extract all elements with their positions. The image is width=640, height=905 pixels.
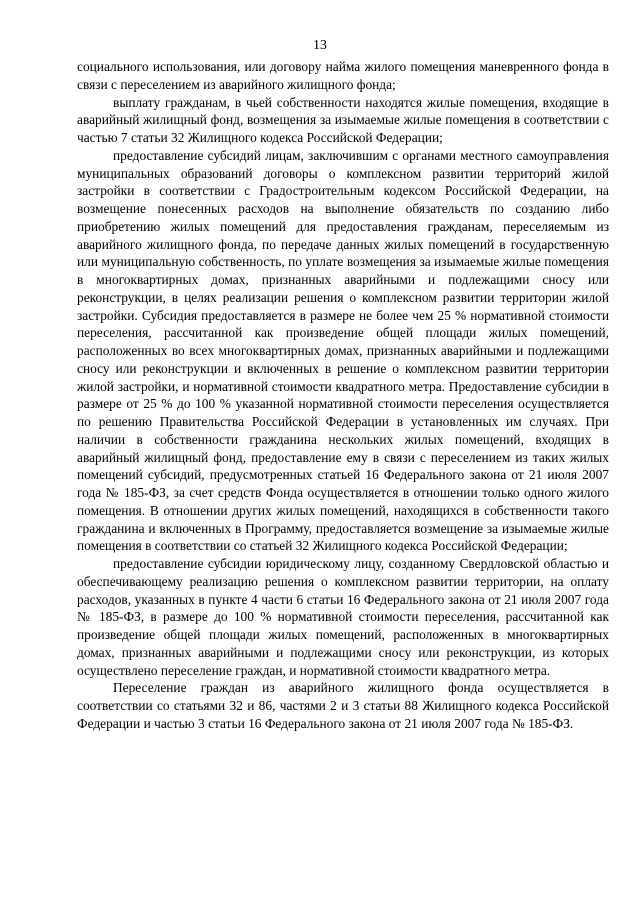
paragraph-continuation: социального использования, или договору найма жилого помещения маневренного фонда в связи с переселением из аварийного жилищного фонда; [77,59,609,92]
paragraph-resettlement-basis: Переселение граждан из аварийного жилищного фонда осуществляется в соответствии со статьями 32 и 86, частями 2 и 3 статьи 88 Жилищного кодекса Российской Федерации и частью 3 статьи 16 Федерального закона от 21 июля 2007 года № 185-ФЗ. [77,680,609,731]
page-number: 13 [313,38,327,53]
paragraph-subsidy-legal-entity: предоставление субсидии юридическому лицу, созданному Свердловской областью и обеспечивающему реализацию решения о комплексном развитии территории, на оплату расходов, указанных в пункте 4 части 6 статьи 16 Федерального закона от 21 июля 2007 года № 185-ФЗ, в размере до 100 % нормативной стоимости переселения, рассчитанной как произведение общей площади жилых помещений, расположенных в многоквартирных домах, признанных аварийными и подлежащими сносу или реконструкции, из которых осуществлено переселение граждан, и нормативной стоимости квадратного метра. [77,556,609,678]
paragraph-compensation-payment: выплату гражданам, в чьей собственности находятся жилые помещения, входящие в аварийный жилищный фонд, возмещения за изымаемые жилые помещения в соответствии с частью 7 статьи 32 Жилищного кодекса Российской Федерации; [77,94,609,145]
paragraph-subsidies-developers: предоставление субсидий лицам, заключившим с органами местного самоуправления муниципальных образований договоры о комплексном развитии территорий жилой застройки в соответствии с Градостроительным кодексом Российской Федерации, на возмещение понесенных расходов на выполнение обязательств по созданию либо приобретению жилых помещений для предоставления гражданам, переселяемым из аварийного жилищного фонда, по передаче данных жилых помещений в государственную или муниципальную собственность, по уплате возмещения за изымаемые жилые помещения в многоквартирных домах, признанных аварийными и подлежащими сносу или реконструкции, в целях реализации решения о комплексном развитии территории жилой застройки. Субсидия предоставляется в размере не более чем 25 % нормативной стоимости переселения, рассчитанной как произведение общей площади жилых помещений, расположенных во всех многоквартирных домах, признанных аварийными и подлежащими сносу или реконструкции и включенных в решение о комплексном развитии территории жилой застройки, и нормативной стоимости квадратного метра. Предоставление субсидии в размере от 25 % до 100 % указанной нормативной стоимости переселения осуществляется по решению Правительства Российской Федерации в установленных им случаях. При наличии в собственности гражданина нескольких жилых помещений, входящих в аварийный жилищный фонд, предоставление ему в связи с переселением из таких жилых помещений субсидий, предусмотренных статьей 16 Федерального закона от 21 июля 2007 года № 185-ФЗ, за счет средств Фонда осуществляется в отношении только одного жилого помещения. В отношении других жилых помещений, находящихся в собственности такого гражданина и включенных в Программу, предоставляется возмещение за изымаемые жилые помещения в соответствии со статьей 32 Жилищного кодекса Российской Федерации; [77,147,609,554]
document-body [77,58,609,733]
